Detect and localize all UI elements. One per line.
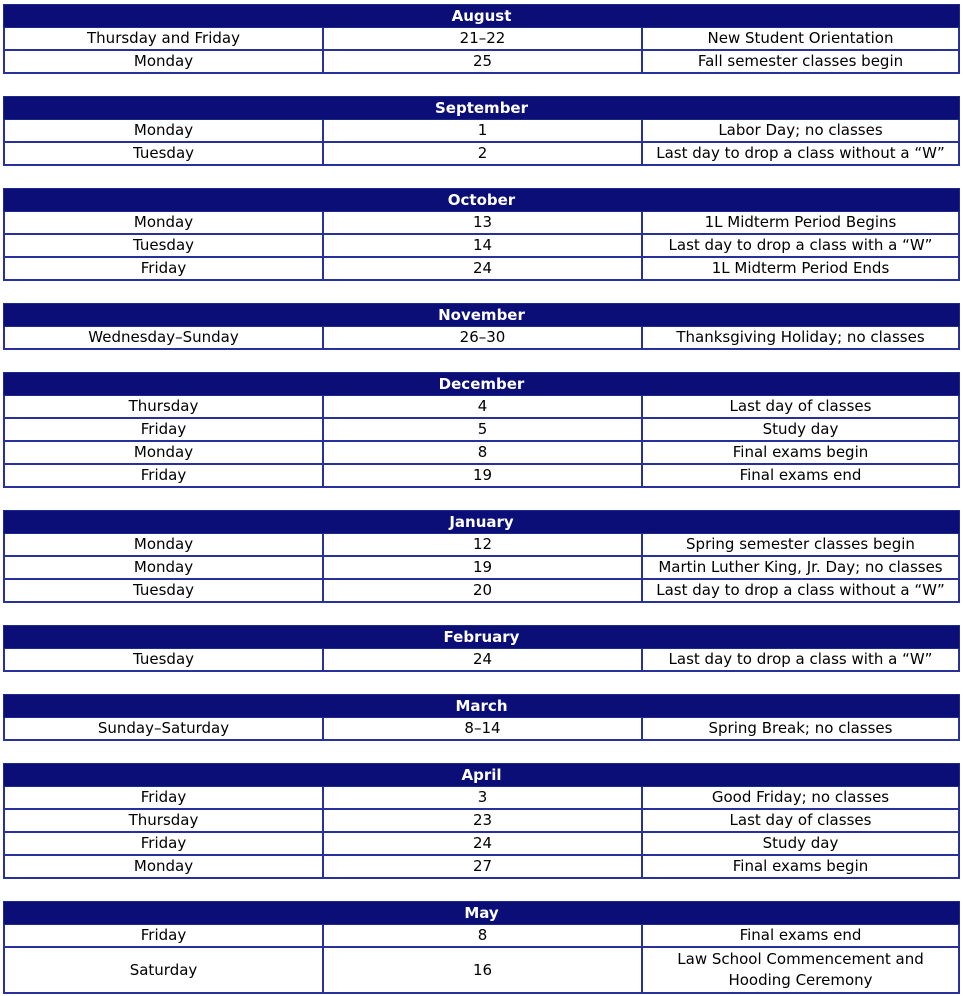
table-row [3,396,960,419]
date-cell: 21–22 [322,28,641,49]
date-cell: 8–14 [322,718,641,739]
date-cell: 25 [322,51,641,72]
day-cell: Tuesday [3,235,322,256]
table-row [3,258,960,281]
day-cell: Thursday [3,396,322,417]
date-cell: 19 [322,465,641,486]
table-row [3,787,960,810]
month-september [3,96,960,166]
month-april [3,763,960,879]
month-february [3,625,960,672]
table-row [3,465,960,488]
event-cell: Last day of classes [641,810,960,831]
event-cell: Labor Day; no classes [641,120,960,141]
day-cell: Tuesday [3,649,322,670]
date-cell: 23 [322,810,641,831]
day-cell: Monday [3,442,322,463]
month-header: March [3,694,960,718]
table-row [3,442,960,465]
date-cell: 20 [322,580,641,601]
day-cell: Tuesday [3,580,322,601]
event-cell: 1L Midterm Period Begins [641,212,960,233]
day-cell: Friday [3,258,322,279]
table-row [3,327,960,350]
date-cell: 14 [322,235,641,256]
day-cell: Monday [3,557,322,578]
event-cell: Thanksgiving Holiday; no classes [641,327,960,348]
event-cell: Study day [641,419,960,440]
day-cell: Tuesday [3,143,322,164]
event-cell: Final exams begin [641,442,960,463]
month-header: April [3,763,960,787]
month-header: May [3,901,960,925]
date-cell: 24 [322,258,641,279]
date-cell: 4 [322,396,641,417]
month-october [3,188,960,281]
table-row [3,419,960,442]
event-cell: Last day to drop a class with a “W” [641,235,960,256]
month-header: October [3,188,960,212]
event-cell: Law School Commencement and Hooding Ceremony [641,948,960,992]
table-row [3,925,960,948]
event-cell: 1L Midterm Period Ends [641,258,960,279]
event-cell: Martin Luther King, Jr. Day; no classes [641,557,960,578]
day-cell: Monday [3,51,322,72]
table-row [3,810,960,833]
date-cell: 1 [322,120,641,141]
date-cell: 26–30 [322,327,641,348]
academic-calendar [3,4,960,994]
event-cell: Last day to drop a class with a “W” [641,649,960,670]
month-header: January [3,510,960,534]
table-row [3,718,960,741]
date-cell: 27 [322,856,641,877]
date-cell: 12 [322,534,641,555]
month-august [3,4,960,74]
event-cell: Last day to drop a class without a “W” [641,143,960,164]
table-row [3,235,960,258]
event-cell: Final exams end [641,465,960,486]
event-cell: Fall semester classes begin [641,51,960,72]
month-header: August [3,4,960,28]
event-cell: Study day [641,833,960,854]
event-cell: Spring Break; no classes [641,718,960,739]
day-cell: Monday [3,120,322,141]
table-row [3,649,960,672]
table-row [3,856,960,879]
event-cell: Last day to drop a class without a “W” [641,580,960,601]
day-cell: Thursday and Friday [3,28,322,49]
table-row [3,833,960,856]
event-cell: Last day of classes [641,396,960,417]
day-cell: Monday [3,534,322,555]
month-november [3,303,960,350]
date-cell: 16 [322,948,641,992]
day-cell: Friday [3,787,322,808]
day-cell: Monday [3,212,322,233]
date-cell: 13 [322,212,641,233]
event-cell: Spring semester classes begin [641,534,960,555]
date-cell: 24 [322,833,641,854]
month-december [3,372,960,488]
month-header: December [3,372,960,396]
table-row [3,212,960,235]
date-cell: 19 [322,557,641,578]
date-cell: 8 [322,925,641,946]
day-cell: Friday [3,419,322,440]
month-march [3,694,960,741]
event-cell: Final exams begin [641,856,960,877]
date-cell: 24 [322,649,641,670]
table-row [3,948,960,994]
event-cell: Good Friday; no classes [641,787,960,808]
table-row [3,28,960,51]
day-cell: Friday [3,925,322,946]
day-cell: Saturday [3,948,322,992]
table-row [3,120,960,143]
date-cell: 5 [322,419,641,440]
day-cell: Sunday–Saturday [3,718,322,739]
month-january [3,510,960,603]
date-cell: 8 [322,442,641,463]
date-cell: 2 [322,143,641,164]
table-row [3,143,960,166]
event-cell: Final exams end [641,925,960,946]
table-row [3,51,960,74]
table-row [3,580,960,603]
day-cell: Wednesday–Sunday [3,327,322,348]
day-cell: Monday [3,856,322,877]
month-header: November [3,303,960,327]
month-may [3,901,960,994]
table-row [3,534,960,557]
day-cell: Friday [3,465,322,486]
day-cell: Thursday [3,810,322,831]
day-cell: Friday [3,833,322,854]
event-cell: New Student Orientation [641,28,960,49]
month-header: February [3,625,960,649]
table-row [3,557,960,580]
month-header: September [3,96,960,120]
date-cell: 3 [322,787,641,808]
